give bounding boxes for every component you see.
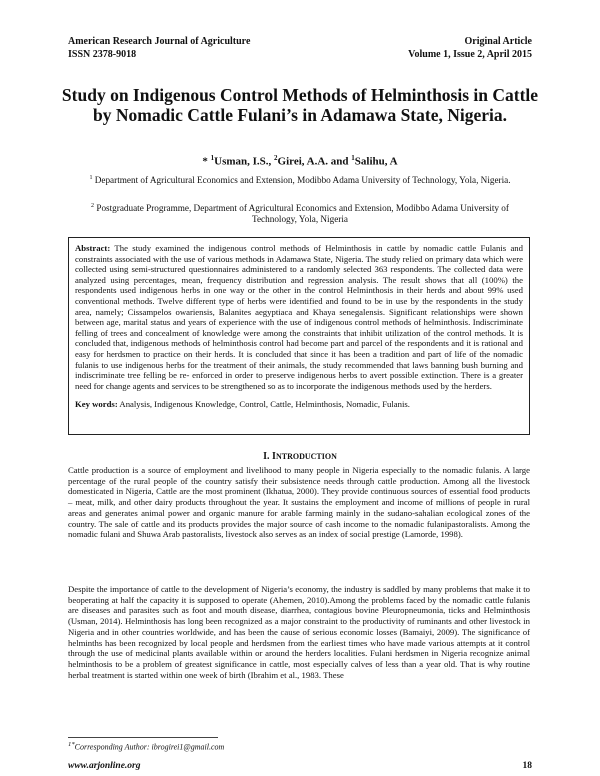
keywords-text: Analysis, Indigenous Knowledge, Control, Cattle, Helminthosis, Nomadic, Fulanis. [119, 399, 410, 410]
author-line [60, 154, 540, 168]
paper-title: Study on Indigenous Control Methods of Helminthosis in Cattle by Nomadic Cattle Fulani’s in Adamawa State, Nigeria. [61, 85, 539, 125]
section-number: I. [263, 451, 270, 462]
intro-paragraph-2: Despite the importance of cattle to the development of Nigeria’s economy, the industry is saddled by many problems that make it to beoperating at half the capacity it is supposed to operate (Ahemen, 2010).Among the problems faced by the nomadic cattle fulanis are diseases and parasites such as foot and mouth disease, diarrhea, contagious bovine Pleuropneumonia, ticks and Helminthosis (Usman, 2014). Helminthosis has long been recognized as a major constraint to the productivity of ruminants and other livestock in Nigeria and in other countries worldwide, and has been the cause of serious economic losses (Bamaiyi, 2009). The significance of helminths has been recognized by local people and herdsmen from the earliest times who have made various attempts at it control through the use of medicinal plants available within or around the herders localities. Fulani herdsmen in Nigeria recognize animal helminthosis to be a problem of greatest significance in cattle, most especially calves of less than a year old. That is why routine herbal treatment is started within one week of birth (Ibrahim et al., 1983. These [68, 584, 530, 680]
corresponding-star: * [202, 155, 208, 168]
section-title: INTRODUCTION [272, 451, 337, 462]
author-1: Usman, I.S., [214, 155, 272, 168]
author-2-affil: 2 [274, 154, 278, 162]
abstract [75, 243, 523, 391]
intro-paragraph-1: Cattle production is a source of employment and livelihood to many people in Nigeria especially to the nomadic fulanis. A large percentage of the rural people of the country satisfy their subsistence needs through cattle production. Among all the livestock domesticated in Nigeria, Cattle are the most prominent (Ikhatua, 2000). They provide continuous sources of essential food products – meat, milk, and other dairy products throughout the year. It sustains the employment and income of millions of people in rural areas and generates animal power and organic manure for arable farming mainly in the sudano-sahalian ecological zones of the country. The sale of cattle and its products provides the major source of cash income to the nomadic fulanipastoralists. Among the nomadic fulani and Shuwa Arab pastoralists, livestock also serves as an index of social prestige (Lamorde, 1998). [68, 465, 530, 540]
author-3: Salihu, A [354, 155, 398, 168]
footnote [68, 741, 224, 752]
author-3-affil: 1 [351, 154, 355, 162]
footer-website-link[interactable]: www.arjonline.org [68, 761, 141, 771]
page-number: 18 [522, 761, 532, 771]
abstract-text: The study examined the indigenous control methods of Helminthosis in cattle by nomadic cattle Fulanis and constraints associated with the use of various methods in Adamawa State, Nigeria. The study relied on primary data which were collected using semi-structured questionnaires administered to a randomly selected 363 respondents. The collected data were analyzed using percentages, mean, frequency distribution and regression analysis. The result shows that all (100%) the respondents used indigenous herbs in one way or the other in the control Helminthosis in their herds and about 99% used conventional methods. Twelve different type of herbs were identified and found to be in use by the respondents in the study area, namely; Cissampelos owariensis, Balanites aegyptiaca and Khaya senegalensis. Significant relationships were shown between age, marital status and years of experience with the use of indigenous control methods of helminthosis. Indiscriminate felling of trees and concealment of knowledge were among the constraints that inhibit utilization of the control methods. It is concluded that, indigenous methods of helminthosis control had become part and parcel of the respondents and it is rational and easy for herdsmen to practice on their herds. It is concluded that since it has been a tradition and part of life of the nomadic fulanis to use indigenous herbs for the treatment of their animals, the study recommended that laws banning bush burning and indiscriminate tree felling be re- enforced in order to preserve indigenous herbs to avert possible extinction. There is a greater need for change agents and services to be strengthened so as to incorporate the indigenous methods used by the herders. [75, 243, 523, 391]
affiliation-1 [70, 173, 530, 186]
author-2: Girei, A.A. and [277, 155, 349, 168]
footnote-divider [68, 737, 218, 738]
section-heading-introduction [0, 451, 600, 462]
affiliation-2 [70, 201, 530, 225]
issn: ISSN 2378-9018 [68, 49, 137, 60]
keywords-label: Key words: [75, 399, 118, 410]
footnote-marker: 1* [68, 741, 75, 748]
volume-info: Volume 1, Issue 2, April 2015 [408, 49, 532, 60]
affiliation-2-text: Postgraduate Programme, Department of Agricultural Economics and Extension, Modibbo Adama University of Technology, Yola, Nigeria [96, 203, 509, 225]
affiliation-1-marker: 1 [89, 175, 93, 181]
footnote-text: Corresponding Author: ibrogirei1@gmail.com [74, 742, 225, 752]
keywords [75, 399, 523, 410]
affiliation-1-text: Department of Agricultural Economics and Extension, Modibbo Adama University of Technology, Yola, Nigeria. [94, 175, 511, 186]
affiliation-2-marker: 2 [91, 203, 95, 209]
journal-header-row-2 [68, 49, 532, 61]
article-type: Original Article [464, 36, 532, 47]
journal-header-row-1 [68, 36, 532, 48]
abstract-label: Abstract: [75, 243, 111, 253]
journal-name: American Research Journal of Agriculture [68, 36, 251, 47]
page-footer [68, 761, 532, 771]
abstract-box [68, 237, 530, 435]
author-1-affil: 1 [210, 154, 215, 162]
